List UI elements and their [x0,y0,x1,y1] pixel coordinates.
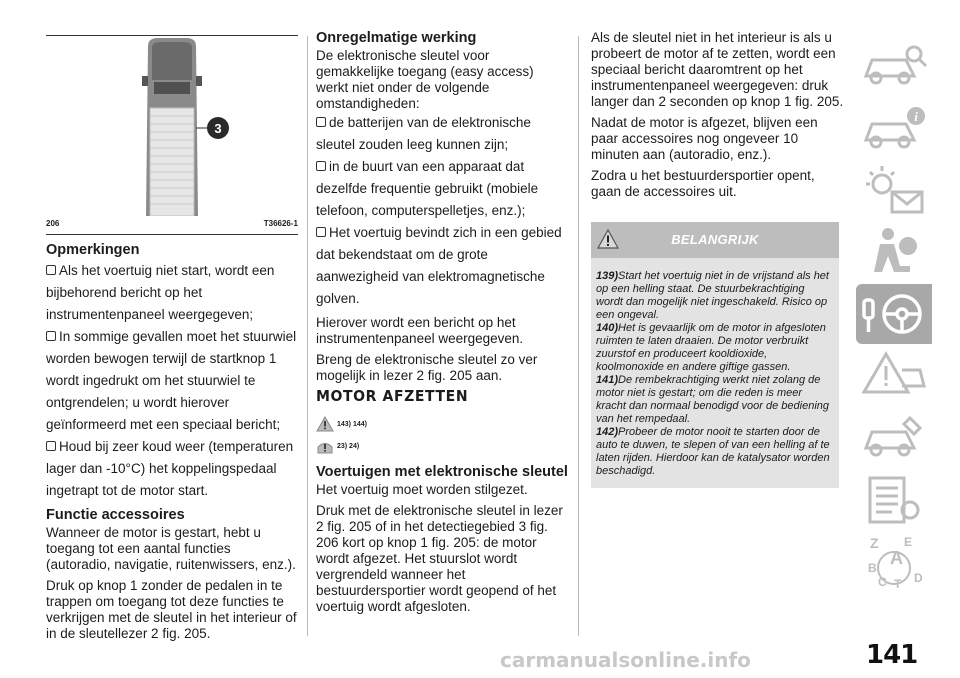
paragraph: Druk met de elektronische sleutel in lezer 2 fig. 205 of in het detectiegebied 3 fig. 206 kort op knop 1 fig. 205: de motor wordt afgezet. Het stuurslot wordt vergrendeld wanneer het bestuurdersportier wordt geopend of het voertuig wordt afgesloten. [316,503,563,614]
warning-triangle-icon [316,416,334,432]
paragraph: Breng de elektronische sleutel zo ver mogelijk in lezer 2 fig. 205 aan. [316,352,538,383]
paragraph: Hierover wordt een bericht op het instrumentenpaneel weergegeven. [316,315,524,346]
page-number: 141 [866,640,918,670]
caution-reference: 23) 24) [316,436,568,456]
important-title: BELANGRIJK [671,232,759,247]
checkbox-bullet-icon [46,331,56,341]
sidebar-tab-starting-driving[interactable] [856,284,932,344]
sidebar-tab-emergency[interactable] [856,346,932,406]
checkbox-bullet-icon [46,441,56,451]
paragraph: Het voertuig moet worden stilgezet. [316,482,528,497]
checkbox-bullet-icon [316,161,326,171]
paragraph: Nadat de motor is afgezet, blijven een paar accessoires nog ongeveer 10 minuten aan (autoradio, enz.). [591,115,818,162]
warning-triangle-icon [856,346,932,406]
column-divider [307,36,308,636]
important-item: 139)Start het voertuig niet in de vrijstand als het op een helling staat. De stuurbekrachtiging wordt dan mogelijk niet ingeschakeld. Risico op een ongeval. [596,270,829,321]
figure-206 [46,35,298,235]
maintenance-checklist-icon [856,470,932,530]
column-2 [316,30,568,620]
important-item: 142)Probeer de motor nooit te starten door de auto te duwen, te slepen of van een helling af te laten rijden. Hierdoor kan de katalysator worden beschadigd. [596,426,830,477]
van-top-view-illustration [46,36,298,216]
warning-lights-message-icon [856,160,932,220]
svg-text:A: A [890,548,903,568]
list-item: de batterijen van de elektronische sleutel zouden leeg kunnen zijn; [316,115,531,152]
sidebar-tab-maintenance[interactable] [856,408,932,468]
svg-text:B: B [868,561,877,575]
column-divider [578,36,579,636]
checkbox-bullet-icon [316,227,326,237]
paragraph: De elektronische sleutel voor gemakkelijke toegang (easy access) werkt niet onder de volgende omstandigheden: [316,48,534,111]
sidebar-tab-index[interactable] [856,532,932,592]
heading-voertuigen-elektronische-sleutel: Voertuigen met elektronische sleutel [316,464,568,480]
list-item: Houd bij zeer koud weer (temperaturen lager dan -10°C) het koppelingspedaal ingetrapt tot de motor start. [46,439,294,498]
paragraph: Wanneer de motor is gestart, hebt u toegang tot een aantal functies (autoradio, navigatie, ruitenwissers, enz.). [46,525,296,572]
svg-text:Z: Z [870,535,879,551]
callout-number: 3 [214,121,222,136]
list-item: in de buurt van een apparaat dat dezelfde frequentie gebruikt (mobiele telefoon, computerspelletjes, enz.); [316,159,539,218]
heading-functie-accessoires: Functie accessoires [46,507,185,523]
svg-text:E: E [904,535,913,549]
sidebar-tab-car-info[interactable] [856,98,932,158]
key-steering-wheel-icon [856,284,932,344]
notes-list [46,260,298,502]
paragraph: Als de sleutel niet in het interieur is als u probeert de motor af te zetten, wordt een speciaal bericht daaromtrent op het instrumentenpaneel weergegeven: druk langer dan 2 seconden op knop 1 fig. 205. [591,30,844,109]
caution-icon [316,438,334,454]
important-box [591,222,839,488]
svg-text:T: T [894,577,902,591]
figure-code: T36626-1 [263,219,298,228]
svg-text:D: D [914,571,923,585]
paragraph: Zodra u het bestuurdersportier opent, gaan de accessoires uit. [591,168,815,199]
column-3 [591,30,844,488]
sidebar-tab-technical-data[interactable] [856,470,932,530]
important-item: 141)De rembekrachtiging werkt niet zolang de motor niet is gestart; om die reden is meer kracht dan normaal benodigd voor de bediening van het rempedaal. [596,374,829,425]
seat-airbag-icon [856,222,932,282]
car-emergency-icon [856,408,932,468]
car-overview-icon [856,36,932,96]
conditions-list [316,112,568,310]
car-info-icon [856,98,932,158]
svg-text:C: C [878,575,887,589]
sidebar-tab-car-overview[interactable] [856,36,932,96]
paragraph: Druk op knop 1 zonder de pedalen in te trappen om toegang tot deze functies te verkrijgen met de sleutel in het interieur of in de sleutellezer 2 fig. 205. [46,578,297,641]
list-item: In sommige gevallen moet het stuurwiel worden bewogen terwijl de startknop 1 wordt ingedrukt om het stuurwiel te ontgrendelen; u wordt hierover geïnformeerd met een speciaal bericht; [46,329,297,432]
heading-opmerkingen: Opmerkingen [46,242,140,258]
list-item: Als het voertuig niet start, wordt een bijbehorend bericht op het instrumentenpaneel weergegeven; [46,263,275,322]
important-item: 140)Het is gevaarlijk om de motor in afgesloten ruimten te laten draaien. De motor verbruikt zuurstof en produceert kooldioxide, koolmonoxide en andere giftige gassen. [596,322,826,373]
sidebar-tab-warning-lights[interactable] [856,160,932,220]
alphabetical-index-icon [856,532,932,592]
watermark: carmanualsonline.info [500,648,751,672]
sidebar-tab-seat-airbag[interactable] [856,222,932,282]
figure-number: 206 [46,219,60,228]
warning-reference: 143) 144) [316,414,568,434]
heading-onregelmatige-werking: Onregelmatige werking [316,30,477,46]
checkbox-bullet-icon [46,265,56,275]
svg-text:i: i [914,109,918,124]
checkbox-bullet-icon [316,117,326,127]
list-item: Het voertuig bevindt zich in een gebied dat bekendstaat om de grote aanwezigheid van elektromagnetische golven. [316,225,562,306]
section-title-motor-afzetten: MOTOR AFZETTEN [316,388,469,406]
